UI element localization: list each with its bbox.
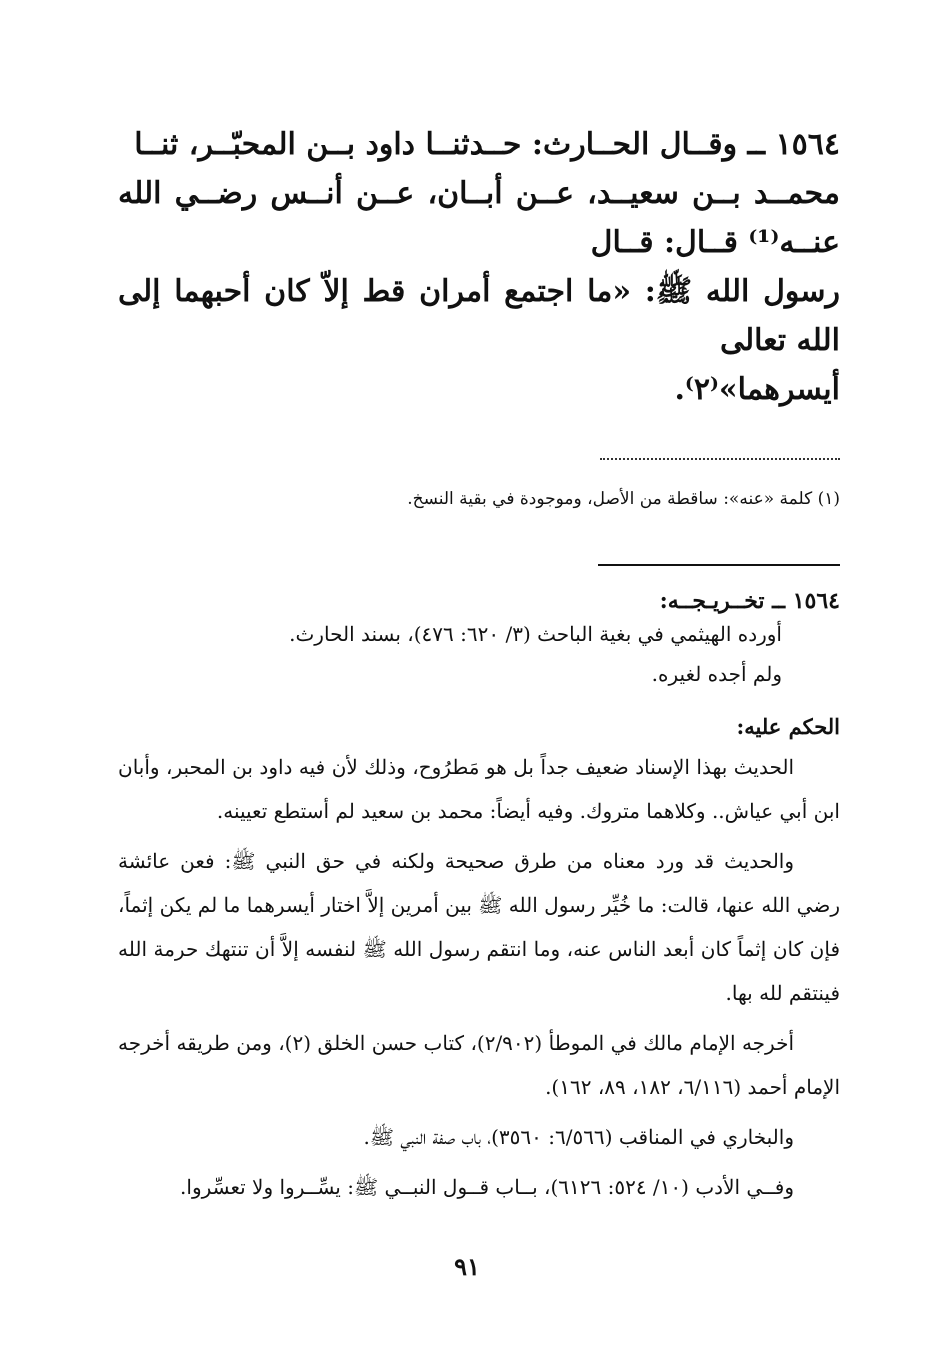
takhrij-line: أورده الهيثمي في بغية الباحث (٣/ ٦٢٠: ٤٧٦)، بسند الحارث. [289, 622, 782, 646]
hukm-heading: الحكم عليه: [736, 714, 840, 739]
hadith-line: محمــد بــن سعيــد، عــن أبــان، عــن أنــس رضــي الله عنــه⁽¹⁾ قــال: قــال [118, 176, 840, 260]
hukm-paragraph: والحديث قد ورد معناه من طرق صحيحة ولكنه في حق النبي ﷺ: فعن عائشة رضي الله عنها، قالت: ما خُيِّر رسول الله ﷺ بين أمرين إلاَّ اختار أيسرهما ما لم يكن إثماً، فإن كان إثماً كان أبعد الناس عنه، وما انتقم رسول الله ﷺ لنفسه إلاَّ أن تنتهك حرمة الله فينتقم لله بها. [118, 849, 840, 1005]
takhrij-line: ولم أجده لغيره. [651, 662, 782, 686]
footnote-separator [600, 454, 840, 460]
hukm-paragraph: أخرجه الإمام مالك في الموطأ (٢/٩٠٢)، كتاب حسن الخلق (٢)، ومن طريقه أخرجه الإمام أحمد (٦/١١٦، ١٨٢، ٨٩، ١٦٢). [118, 1031, 840, 1099]
page-body [118, 120, 840, 1209]
page-number: ٩١ [454, 1252, 480, 1281]
hukm-paragraph: والبخاري في المناقب (٦/٥٦٦: ٣٥٦٠)، باب صفة النبي ﷺ. [363, 1125, 794, 1149]
takhrij-heading: ١٥٦٤ ــ تخــريـجــه: [659, 588, 840, 614]
hukm-paragraph: الحديث بهذا الإسناد ضعيف جداً بل هو مَطرُوح، وذلك لأن فيه داود بن المحبر، وأبان ابن أبي عياش.. وكلاهما متروك. وفيه أيضاً: محمد بن سعيد لم أستطع تعيينه. [118, 755, 840, 823]
hadith-line: رسول الله ﷺ: «ما اجتمع أمران قط إلاّ كان أحبهما إلى الله تعالى [118, 274, 840, 358]
hadith-line: ١٥٦٤ ــ وقــال الحــارث: حــدثنــا داود بــن المحبّــر، ثنــا [134, 127, 840, 162]
section-divider [598, 564, 840, 566]
hadith-text [118, 120, 840, 414]
footnote: (١) كلمة «عنه»: ساقطة من الأصل، وموجودة في بقية النسخ. [407, 489, 840, 509]
hukm-paragraph: وفــي الأدب (١٠/ ٥٢٤: ٦١٢٦)، بــاب قــول النبــي ﷺ: يسِّــروا ولا تعسِّروا. [180, 1175, 794, 1199]
hadith-line: أيسرهما»⁽٢⁾. [674, 372, 840, 407]
